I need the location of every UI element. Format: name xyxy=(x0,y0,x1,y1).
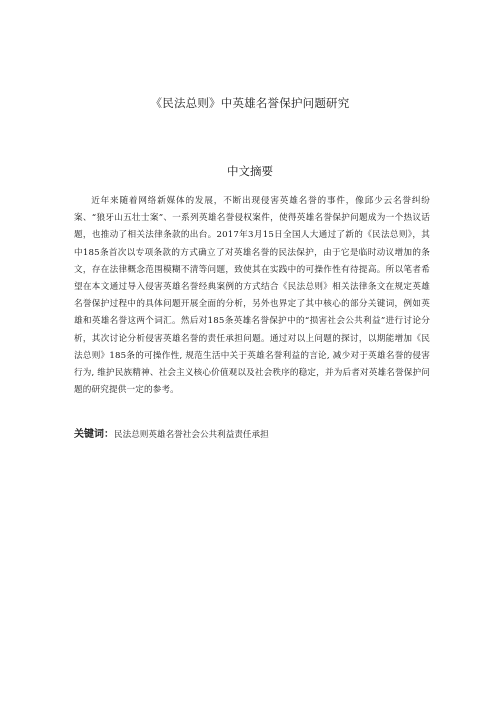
keywords-label: 关键词： xyxy=(74,429,114,440)
document-title: 《民法总则》中英雄名誉保护问题研究 xyxy=(150,96,350,110)
abstract-body: 近年来随着网络新媒体的发展，不断出现侵害英雄名誉的事件，像邱少云名誉纠纷案、“狼牙山五壮士案”、一系列英雄名誉侵权案件，使得英雄名誉保护问题成为一个热议话题，也推动了相关法律条款的出台。2017年3月15日全国人大通过了新的《民法总则》，其中185条首次以专项条款的方式确立了对英雄名誉的民法保护，由于它是临时动议增加的条文，存在法律概念范围模糊不清等问题，致使其在实践中的可操作性有待提高。所以笔者希望在本文通过导入侵害英雄名誉经典案例的方式结合《民法总则》相关法律条文在规定英雄名誉保护过程中的具体问题开展全面的分析，另外也界定了其中核心的部分关键词，例如英雄和英雄名誉这两个词汇。然后对185条英雄名誉保护中的“损害社会公共利益”进行讨论分析，其次讨论分析侵害英雄名誉的责任承担问题。通过对以上问题的探讨，以期能增加《民法总则》185条的可操作性, 规范生活中关于英雄名誉利益的言论, 减少对于英雄名誉的侵害行为, 维护民族精神、社会主义核心价值观以及社会秩序的稳定，并为后者对英雄名誉保护问题的研究提供一定的参考。 xyxy=(74,196,430,396)
keywords-value: 民法总则英雄名誉社会公共利益责任承担 xyxy=(114,430,269,440)
abstract-heading: 中文摘要 xyxy=(227,164,273,178)
keywords-line xyxy=(74,426,430,444)
